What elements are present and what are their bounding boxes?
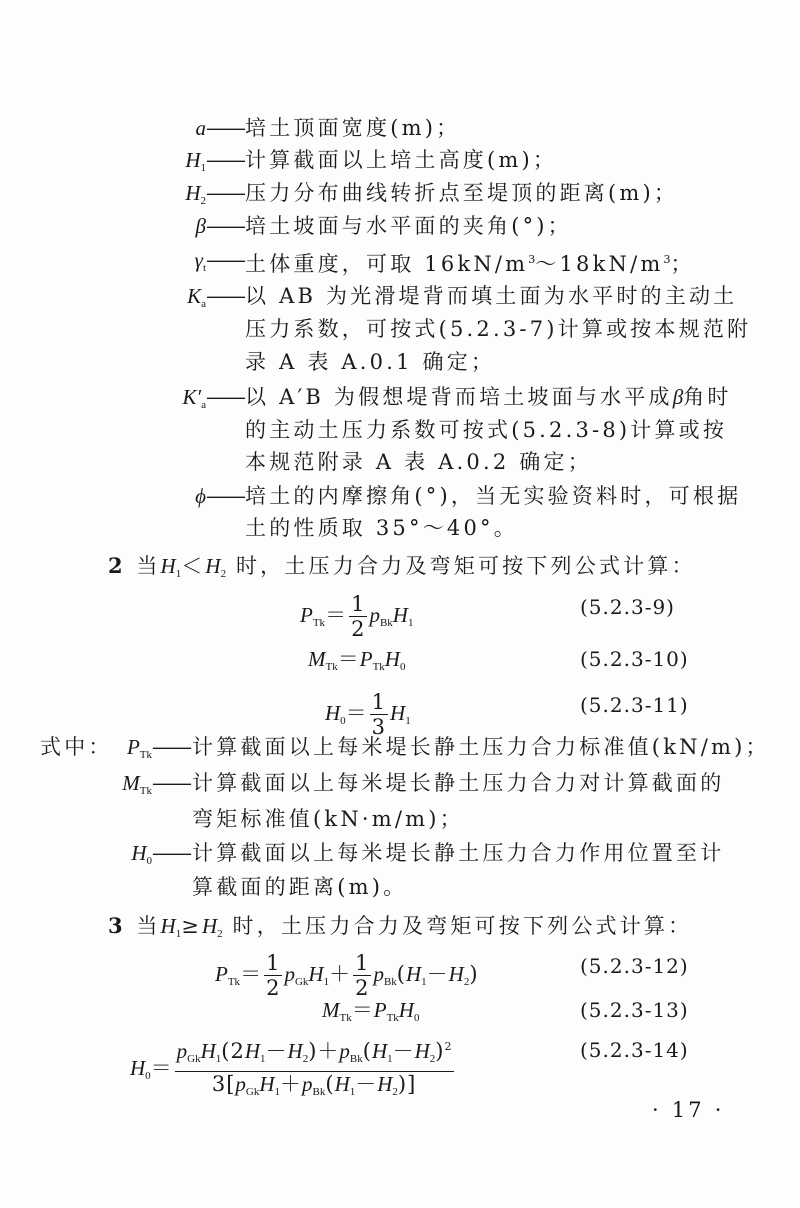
subscript: 0 xyxy=(399,661,406,673)
em-dash: —— xyxy=(152,735,190,759)
subscript: 2 xyxy=(463,976,470,988)
definition-line xyxy=(245,415,727,445)
subscript: Bk xyxy=(349,1053,363,1065)
math-variable: $p_{Bk}$ xyxy=(369,603,393,629)
subscript: Gk xyxy=(187,1053,201,1065)
subscript: Bk xyxy=(312,1086,326,1098)
text-run: ≥ xyxy=(181,914,202,938)
numerator xyxy=(353,951,371,976)
math-variable: $H_2$ xyxy=(185,181,206,207)
em-dash: —— xyxy=(206,116,244,140)
subscript: a xyxy=(201,399,206,411)
math-variable: $p_{Gk}$ xyxy=(176,1039,201,1065)
item-number: 2 xyxy=(108,553,137,578)
math-variable: $H_2$ xyxy=(287,1039,309,1065)
superscript: 3 xyxy=(528,253,536,266)
math-variable: $p_{Gk}$ xyxy=(284,962,309,988)
subscript: 2 xyxy=(200,195,206,207)
em-dash: —— xyxy=(206,385,244,409)
text-run: 弯矩标准值(kN·m/m)； xyxy=(192,807,464,831)
text-run: 3[ xyxy=(211,1072,236,1096)
text-run: )＋ xyxy=(308,1039,340,1063)
text-run: 的主动土压力系数可按式(5.2.3-8)计算或按 xyxy=(245,418,728,442)
definition-line xyxy=(185,145,558,175)
numbered-item xyxy=(108,551,696,589)
em-dash: —— xyxy=(152,841,190,865)
superscript: 3 xyxy=(663,253,671,266)
math-variable: $p_{Bk}$ xyxy=(302,1072,326,1098)
subscript: 1 xyxy=(260,1053,266,1065)
subscript: 2 xyxy=(392,1086,398,1098)
equation xyxy=(215,951,689,1000)
math-variable: $H_1$ xyxy=(259,1072,281,1098)
text-run: 2 xyxy=(351,617,366,641)
definition-line xyxy=(185,178,679,208)
text-run: 培土坡面与水平面的夹角(°)； xyxy=(245,214,572,238)
math-variable: $H_1$ xyxy=(308,962,330,988)
math-variable: $H_0$ xyxy=(325,701,346,727)
math-variable: $P_{Tk}$ xyxy=(373,998,399,1024)
math-variable: $H_1$ xyxy=(160,554,182,580)
subscript: 1 xyxy=(215,1053,222,1065)
em-dash: —— xyxy=(206,214,244,238)
subscript: 1 xyxy=(175,568,182,580)
subscript: 2 xyxy=(217,928,223,940)
subscript: Tk xyxy=(339,1012,352,1024)
text-run: － xyxy=(355,1072,378,1096)
subscript: Tk xyxy=(312,617,326,629)
subscript: 0 xyxy=(146,855,152,867)
definition-symbol xyxy=(74,281,244,319)
equation-number: (5.2.3-13) xyxy=(580,998,689,1022)
text-run: ＝ xyxy=(150,1056,173,1080)
definition-line xyxy=(122,768,725,798)
text-run: ＋ xyxy=(280,1072,303,1096)
subscript: Bk xyxy=(379,617,393,629)
subscript: Tk xyxy=(139,749,152,761)
text-run: ) xyxy=(435,1039,445,1063)
text-run: 压力分布曲线转折点至堤顶的距离(m)； xyxy=(245,181,679,205)
math-variable: $H_1$ xyxy=(244,1039,266,1065)
em-dash: —— xyxy=(206,148,244,172)
text-run: 1 xyxy=(355,951,370,975)
numbered-item xyxy=(108,911,692,949)
fraction xyxy=(264,951,282,1000)
subscript: 1 xyxy=(405,715,411,727)
subscript: 0 xyxy=(145,1070,151,1082)
definition-symbol xyxy=(20,732,190,770)
em-dash: —— xyxy=(206,284,244,308)
equation-number: (5.2.3-9) xyxy=(580,595,675,619)
math-variable: $\gamma_t$ xyxy=(194,248,206,274)
text-run: 算截面的距离(m)。 xyxy=(192,875,408,899)
subscript: 2 xyxy=(429,1053,436,1065)
text-run: 本规范附录 A 表 A.0.2 确定； xyxy=(245,450,592,474)
text-run: 2 xyxy=(355,976,370,1000)
math-variable: $P_{Tk}$ xyxy=(359,647,385,673)
math-variable: $M_{Tk}$ xyxy=(322,998,352,1024)
definition-line xyxy=(192,872,407,902)
text-run: )] xyxy=(397,1072,417,1096)
subscript: a xyxy=(201,298,206,310)
subscript: 1 xyxy=(349,1086,356,1098)
math-variable: $H_1$ xyxy=(160,914,182,940)
text-run: － xyxy=(426,962,449,986)
subscript: Gk xyxy=(245,1086,260,1098)
math-variable: $M_{Tk}$ xyxy=(308,647,338,673)
text-run: ( xyxy=(396,962,406,986)
text-run: 2 xyxy=(266,976,281,1000)
definition-line xyxy=(245,513,518,543)
equation xyxy=(308,644,689,682)
math-variable: $H_1$ xyxy=(185,148,206,174)
text-run: ( xyxy=(362,1039,372,1063)
math-variable: $P_{Tk}$ xyxy=(300,603,326,629)
math-variable: $H_2$ xyxy=(205,554,227,580)
denominator xyxy=(264,976,282,1000)
subscript: 1 xyxy=(421,976,427,988)
text-run: ＝ xyxy=(337,647,360,671)
subscript: 1 xyxy=(200,162,206,174)
math-variable: $H_1$ xyxy=(371,1039,393,1065)
text-run: ( xyxy=(325,1072,335,1096)
subscript: 2 xyxy=(302,1053,309,1065)
math-variable: β xyxy=(195,214,206,238)
text-run: ＝ xyxy=(240,962,263,986)
text-run: 计算截面以上每米堤长静土压力合力对计算截面的 xyxy=(192,771,725,795)
em-dash: —— xyxy=(206,181,244,205)
equation-number: (5.2.3-11) xyxy=(580,693,689,717)
subscript: Tk xyxy=(325,661,338,673)
math-variable: $H_0$ xyxy=(398,998,420,1024)
equation-number: (5.2.3-10) xyxy=(580,647,689,671)
definition-line xyxy=(245,314,751,344)
math-variable: $K'_a$ xyxy=(182,385,206,411)
math-variable: ϕ xyxy=(195,484,206,508)
subscript: Tk xyxy=(386,1012,399,1024)
subscript: 0 xyxy=(413,1012,420,1024)
definition-line xyxy=(194,245,695,279)
math-variable: $H_1$ xyxy=(390,701,411,727)
equation xyxy=(130,1035,689,1104)
text-run: 以 AB 为光滑堤背而填土面为水平时的主动土 xyxy=(245,284,738,308)
math-variable: $H_2$ xyxy=(377,1072,398,1098)
fraction xyxy=(353,951,371,1000)
subscript: 0 xyxy=(340,715,346,727)
definition-symbol xyxy=(74,113,244,143)
math-variable: $H_1$ xyxy=(392,603,414,629)
definition-symbol xyxy=(74,481,244,511)
equation-number: (5.2.3-14) xyxy=(580,1038,689,1062)
definition-line xyxy=(187,281,738,311)
subscript: Gk xyxy=(294,976,309,988)
math-variable: $H_2$ xyxy=(414,1039,436,1065)
subscript: Tk xyxy=(372,661,385,673)
numerator xyxy=(175,1035,454,1072)
em-dash: —— xyxy=(152,771,190,795)
definition-line xyxy=(126,732,770,762)
subscript: 1 xyxy=(175,928,182,940)
subscript: 1 xyxy=(274,1086,281,1098)
subscript: 1 xyxy=(407,617,414,629)
page-number: · 17 · xyxy=(652,1098,725,1122)
text-run: 培土的内摩擦角(°)，当无实验资料时，可根据 xyxy=(245,484,742,508)
definition-symbol xyxy=(74,211,244,241)
definition-symbol xyxy=(74,245,244,283)
text-run: 角时 xyxy=(683,385,732,409)
where-text: 式中： xyxy=(40,735,113,759)
math-variable: $p_{Bk}$ xyxy=(373,962,397,988)
text-run: 当 xyxy=(136,554,161,578)
math-variable: $P_{Tk}$ xyxy=(126,735,152,761)
text-run: 培土顶面宽度(m)； xyxy=(245,116,461,140)
text-run: 计算截面以上每米堤长静土压力合力标准值(kN/m)； xyxy=(192,735,770,759)
fraction xyxy=(349,592,367,641)
math-variable: $H_1$ xyxy=(200,1039,222,1065)
equation xyxy=(300,592,675,641)
text-run: 1 xyxy=(351,592,366,616)
subscript: t xyxy=(202,262,206,274)
text-run: 计算截面以上培土高度(m)； xyxy=(245,148,558,172)
math-variable: β xyxy=(672,385,684,409)
superscript: 2 xyxy=(444,1040,452,1053)
subscript: Tk xyxy=(139,785,152,797)
math-variable: $K_a$ xyxy=(187,284,206,310)
text-run: ) xyxy=(469,962,479,986)
math-variable: $H_0$ xyxy=(384,647,406,673)
definition-symbol xyxy=(20,838,190,876)
definition-line xyxy=(245,347,495,377)
text-run: ＝ xyxy=(325,603,348,627)
math-variable: $p_{Gk}$ xyxy=(235,1072,260,1098)
text-run: 3 xyxy=(371,715,387,739)
equation xyxy=(322,995,689,1033)
definition-line xyxy=(245,447,592,477)
text-run: 时，土压力合力及弯矩可按下列公式计算： xyxy=(226,554,696,578)
text-run: － xyxy=(392,1039,415,1063)
subscript: 2 xyxy=(220,568,227,580)
fraction xyxy=(175,1035,454,1104)
text-run: 录 A 表 A.0.1 确定； xyxy=(245,350,496,374)
text-run: ～18kN/m xyxy=(535,252,664,276)
math-variable: $p_{Bk}$ xyxy=(339,1039,363,1065)
definition-symbol xyxy=(20,768,190,806)
subscript: Tk xyxy=(227,976,241,988)
math-variable: $H_0$ xyxy=(130,1056,151,1082)
numerator xyxy=(370,690,388,715)
definition-line xyxy=(195,211,572,241)
text-run: 以 A′B 为假想堤背而培土坡面与水平成 xyxy=(245,385,673,409)
math-variable: $H_0$ xyxy=(131,841,152,867)
text-run: 时，土压力合力及弯矩可按下列公式计算： xyxy=(222,914,693,938)
definition-line xyxy=(195,113,461,143)
text-run: ＜ xyxy=(181,554,206,578)
text-run: 1 xyxy=(266,951,281,975)
em-dash: —— xyxy=(206,484,244,508)
math-variable: a xyxy=(195,116,206,140)
em-dash: —— xyxy=(206,248,244,272)
math-variable: $P_{Tk}$ xyxy=(215,962,241,988)
numerator xyxy=(349,592,367,617)
definition-line xyxy=(195,481,742,511)
definition-symbol xyxy=(74,382,244,420)
definition-line xyxy=(192,804,464,834)
definition-line xyxy=(182,382,732,412)
text-run: 当 xyxy=(136,914,161,938)
subscript: Bk xyxy=(383,976,397,988)
text-run: 土体重度，可取 16kN/m xyxy=(245,252,529,276)
denominator xyxy=(175,1072,454,1104)
text-run: ； xyxy=(670,252,695,276)
text-run: － xyxy=(265,1039,288,1063)
text-run: 计算截面以上每米堤长静土压力合力作用位置至计 xyxy=(192,841,725,865)
text-run: 土的性质取 35°～40°。 xyxy=(245,516,518,540)
text-run: ＝ xyxy=(351,998,374,1022)
definition-line xyxy=(131,838,725,868)
subscript: 1 xyxy=(323,976,330,988)
text-run: ＋ xyxy=(329,962,352,986)
denominator xyxy=(349,617,367,641)
text-run: 1 xyxy=(371,690,387,714)
text-run: ＝ xyxy=(345,701,368,725)
math-variable: $M_{Tk}$ xyxy=(122,771,152,797)
numerator xyxy=(264,951,282,976)
math-variable: $H_1$ xyxy=(405,962,427,988)
equation-number: (5.2.3-12) xyxy=(580,954,689,978)
subscript: 1 xyxy=(387,1053,393,1065)
math-variable: $H_2$ xyxy=(448,962,470,988)
math-variable: $H_2$ xyxy=(202,914,223,940)
text-run: (2 xyxy=(221,1039,245,1063)
item-number: 3 xyxy=(108,913,137,938)
text-run: 压力系数，可按式(5.2.3-7)计算或按本规范附 xyxy=(245,317,752,341)
math-variable: $H_1$ xyxy=(334,1072,356,1098)
